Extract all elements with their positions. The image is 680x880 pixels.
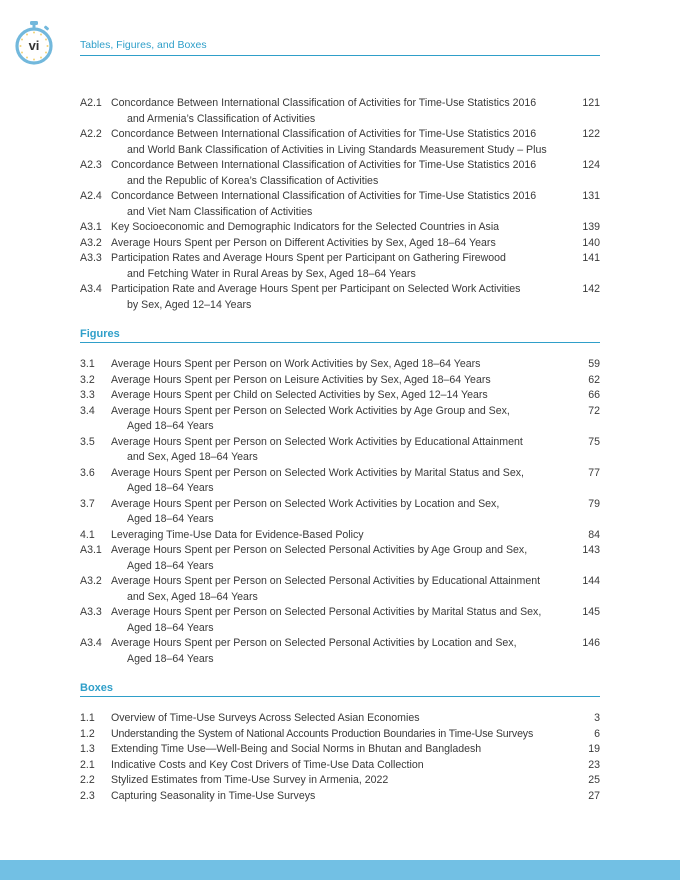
entry-number: 3.5 (80, 435, 95, 448)
entry-number: 3.4 (80, 404, 95, 417)
toc-entry-figure[interactable] (80, 605, 600, 636)
entry-title: Average Hours Spent per Person on Different Activities by Sex, Aged 18–64 Years (111, 236, 496, 249)
toc-content (80, 96, 600, 804)
entry-page: 139 (582, 221, 600, 233)
entry-number: A3.4 (80, 283, 102, 295)
entry-number: 3.3 (80, 389, 95, 401)
entry-page: 140 (582, 236, 600, 249)
entry-title: Concordance Between International Classification of Activities for Time-Use Statistics 2016 and World Bank Classification of Activities in Living Standards Measurement Study – Plus (111, 128, 547, 156)
entry-number: A3.2 (80, 236, 102, 249)
entry-page: 145 (582, 606, 600, 618)
toc-entry-figure[interactable] (80, 388, 600, 404)
entry-number: 2.3 (80, 789, 95, 802)
entry-number: 1.1 (80, 712, 95, 724)
entry-page: 59 (588, 358, 600, 370)
entry-title: Stylized Estimates from Time-Use Survey in Armenia, 2022 (111, 774, 389, 786)
entry-number: A3.3 (80, 252, 102, 264)
entry-page: 27 (588, 789, 600, 802)
toc-entry-table[interactable] (80, 127, 600, 158)
entry-number: A2.2 (80, 128, 102, 140)
toc-entry-table[interactable] (80, 251, 600, 282)
toc-entry-box[interactable] (80, 742, 600, 758)
entry-title: Average Hours Spent per Person on Selected Work Activities by Location and Sex, Aged 18–64 Years (111, 497, 500, 525)
toc-entry-figure[interactable] (80, 357, 600, 373)
entry-page: 3 (594, 712, 600, 724)
toc-entry-box[interactable] (80, 727, 600, 743)
toc-entry-box[interactable] (80, 711, 600, 727)
figures-heading: Figures (80, 328, 600, 343)
entry-number: A2.3 (80, 159, 102, 171)
entry-title: Understanding the System of National Accounts Production Boundaries in Time-Use Surveys (111, 727, 534, 740)
running-head-title: Tables, Figures, and Boxes (80, 39, 600, 56)
toc-entry-figure[interactable] (80, 497, 600, 528)
entry-title: Concordance Between International Classification of Activities for Time-Use Statistics 2016 and the Republic of Korea’s Classification of Activities (111, 159, 537, 187)
toc-entry-figure[interactable] (80, 466, 600, 497)
entry-title: Average Hours Spent per Person on Selected Personal Activities by Location and Sex, Aged 18–64 Years (111, 637, 517, 665)
entry-page: 146 (582, 637, 600, 649)
figures-list (80, 357, 600, 667)
entry-page: 144 (582, 575, 600, 587)
entry-number: 2.1 (80, 758, 95, 771)
boxes-heading: Boxes (80, 682, 600, 697)
entry-title: Average Hours Spent per Person on Work Activities by Sex, Aged 18–64 Years (111, 358, 481, 370)
entry-page: 72 (588, 404, 600, 417)
toc-entry-figure[interactable] (80, 543, 600, 574)
entry-title: Key Socioeconomic and Demographic Indicators for the Selected Countries in Asia (111, 221, 500, 233)
toc-entry-table[interactable] (80, 282, 600, 313)
entry-page: 6 (594, 727, 600, 740)
entry-number: 4.1 (80, 528, 95, 541)
entry-page: 84 (588, 528, 600, 541)
entry-page: 77 (588, 466, 600, 479)
toc-entry-table[interactable] (80, 220, 600, 236)
entry-title: Average Hours Spent per Person on Selected Personal Activities by Age Group and Sex, Aged 18–64 Years (111, 544, 528, 572)
entry-title: Average Hours Spent per Person on Selected Work Activities by Age Group and Sex, Aged 18–64 Years (111, 404, 510, 432)
entry-page: 141 (582, 252, 600, 264)
entry-number: 3.7 (80, 497, 95, 510)
stopwatch-icon (14, 20, 54, 66)
entry-title: Capturing Seasonality in Time-Use Surveys (111, 789, 316, 802)
toc-entry-box[interactable] (80, 758, 600, 774)
entry-number: 3.1 (80, 358, 95, 370)
entry-title: Overview of Time-Use Surveys Across Selected Asian Economies (111, 712, 420, 724)
entry-page: 124 (582, 159, 600, 171)
entry-title: Participation Rate and Average Hours Spent per Participant on Selected Work Activities by Sex, Aged 12–14 Years (111, 283, 521, 311)
entry-number: A3.3 (80, 606, 102, 618)
entry-title: Indicative Costs and Key Cost Drivers of Time-Use Data Collection (111, 758, 424, 771)
entry-title: Average Hours Spent per Person on Selected Work Activities by Marital Status and Sex, Aged 18–64 Years (111, 466, 524, 494)
entry-number: A2.1 (80, 97, 102, 109)
toc-entry-figure[interactable] (80, 574, 600, 605)
entry-title: Concordance Between International Classification of Activities for Time-Use Statistics 2016 and Viet Nam Classification of Activities (111, 190, 537, 218)
entry-title: Extending Time Use—Well-Being and Social Norms in Bhutan and Bangladesh (111, 743, 482, 755)
entry-page: 121 (582, 97, 600, 109)
entry-page: 62 (588, 373, 600, 386)
tables-list (80, 96, 600, 313)
entry-page: 75 (588, 435, 600, 448)
entry-page: 25 (588, 774, 600, 786)
entry-page: 23 (588, 758, 600, 771)
toc-entry-table[interactable] (80, 158, 600, 189)
toc-entry-table[interactable] (80, 236, 600, 252)
page-number: vi (28, 38, 40, 53)
entry-number: 3.6 (80, 466, 95, 479)
entry-title: Average Hours Spent per Person on Selected Work Activities by Educational Attainment and Sex, Aged 18–64 Years (111, 435, 523, 463)
toc-entry-table[interactable] (80, 96, 600, 127)
entry-page: 143 (582, 544, 600, 556)
entry-title: Participation Rates and Average Hours Spent per Participant on Gathering Firewood and Fetching Water in Rural Areas by Sex, Aged 18–64 Years (111, 252, 506, 280)
toc-entry-figure[interactable] (80, 636, 600, 667)
toc-entry-figure[interactable] (80, 404, 600, 435)
entry-number: A2.4 (80, 190, 102, 202)
entry-number: 3.2 (80, 373, 95, 386)
entry-number: A3.4 (80, 637, 102, 649)
footer-bar (0, 860, 680, 880)
toc-entry-figure[interactable] (80, 528, 600, 544)
entry-title: Average Hours Spent per Person on Selected Personal Activities by Educational Attainment and Sex, Aged 18–64 Years (111, 575, 541, 603)
entry-number: A3.2 (80, 575, 102, 587)
entry-title: Average Hours Spent per Child on Selected Activities by Sex, Aged 12–14 Years (111, 389, 488, 401)
entry-page: 131 (582, 190, 600, 202)
toc-entry-table[interactable] (80, 189, 600, 220)
toc-entry-box[interactable] (80, 789, 600, 805)
entry-page: 19 (588, 743, 600, 755)
entry-title: Concordance Between International Classification of Activities for Time-Use Statistics 2016 and Armenia’s Classification of Activities (111, 97, 537, 125)
entry-number: 2.2 (80, 774, 95, 786)
toc-entry-figure[interactable] (80, 435, 600, 466)
entry-page: 66 (588, 389, 600, 401)
boxes-list (80, 711, 600, 804)
entry-number: A3.1 (80, 221, 102, 233)
entry-number: 1.2 (80, 727, 95, 740)
entry-page: 79 (588, 497, 600, 510)
toc-entry-box[interactable] (80, 773, 600, 789)
entry-title: Average Hours Spent per Person on Leisure Activities by Sex, Aged 18–64 Years (111, 373, 491, 386)
entry-number: A3.1 (80, 544, 102, 556)
entry-title: Average Hours Spent per Person on Selected Personal Activities by Marital Status and Sex, Aged 18–64 Years (111, 606, 542, 634)
entry-number: 1.3 (80, 743, 95, 755)
toc-entry-figure[interactable] (80, 373, 600, 389)
entry-page: 122 (582, 128, 600, 140)
entry-page: 142 (582, 283, 600, 295)
entry-title: Leveraging Time-Use Data for Evidence-Based Policy (111, 528, 364, 541)
